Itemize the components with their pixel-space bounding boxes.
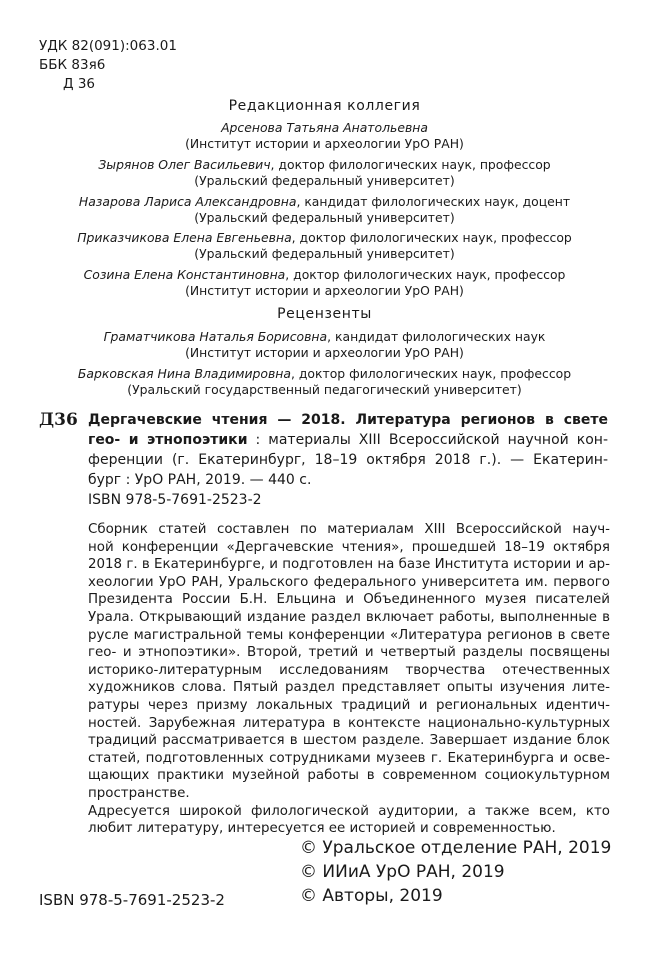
- bbk-code: ББК 83я6: [39, 57, 106, 73]
- abstract-line: художников слова. Пятый раздел представляет опыты изучения лите-: [88, 680, 610, 696]
- board-member: [0, 157, 649, 189]
- copyright-line: © ИИиА УрО РАН, 2019: [300, 862, 505, 882]
- abstract-line: хеологии УрО РАН, Уральского федерального университета им. первого: [88, 574, 610, 590]
- reviewer-title: , кандидат филологических наук: [327, 329, 546, 344]
- abstract: [88, 521, 610, 838]
- book-subtitle: : материалы XIII Всероссийской научной кон-: [247, 432, 608, 448]
- abstract-line: пространстве.: [88, 785, 190, 801]
- reviewer: [0, 366, 649, 398]
- book-title-line1: Дергачевские чтения — 2018. Литература регионов в свете: [88, 412, 608, 428]
- isbn-bottom: ISBN 978-5-7691-2523-2: [39, 891, 225, 909]
- book-publisher-line: бург : УрО РАН, 2019. — 440 с.: [88, 472, 312, 488]
- book-title-line2: гео- и этнопоэтики: [88, 432, 248, 448]
- board-member: [0, 230, 649, 262]
- abstract-line: гео- и этнопоэтики». Второй, третий и четвертый разделы посвящены: [88, 645, 610, 661]
- abstract-line: 2018 г. в Екатеринбурге, и подготовлен на базе Института истории и ар-: [88, 557, 610, 573]
- board-member: [0, 267, 649, 299]
- member-name: Приказчикова Елена Евгеньевна: [77, 230, 292, 245]
- audience-line: любит литературу, интересуется ее историей и современностью.: [88, 821, 556, 837]
- reviewer-affiliation: (Институт истории и археологии УрО РАН): [185, 345, 464, 360]
- reviewer-affiliation: (Уральский государственный педагогический университет): [127, 382, 522, 397]
- reviewer-title: , доктор филологических наук, профессор: [290, 366, 572, 381]
- abstract-line: русле магистральной темы конференции «Литература регионов в свете: [88, 627, 610, 643]
- member-title: , доктор филологических наук, профессор: [291, 230, 572, 245]
- abstract-line: историко-литературным исследованиям творчества отечественных: [88, 662, 610, 678]
- board-member: [0, 194, 649, 226]
- member-affiliation: (Институт истории и археологии УрО РАН): [185, 283, 464, 298]
- book-isbn: ISBN 978-5-7691-2523-2: [88, 492, 262, 508]
- member-name: Назарова Лариса Александровна: [78, 194, 297, 209]
- bibliographic-code: Д36: [39, 410, 78, 430]
- abstract-line: традиций рассматривается в шестом разделе. Завершает издание блок: [88, 733, 610, 749]
- reviewer-name: Барковская Нина Владимировна: [77, 366, 291, 381]
- member-name: Созина Елена Константиновна: [83, 267, 286, 282]
- abstract-line: ностей. Зарубежная литература в контексте национально-культурных: [88, 715, 610, 731]
- member-title: , доктор филологических наук, профессор: [285, 267, 566, 282]
- member-affiliation: (Институт истории и археологии УрО РАН): [185, 136, 464, 151]
- reviewers-heading: Рецензенты: [277, 306, 372, 322]
- member-title: , доктор филологических наук, профессор: [270, 157, 551, 172]
- book-conference-line: ференции (г. Екатеринбург, 18–19 октября 2018 г.). — Екатерин-: [88, 452, 608, 468]
- abstract-line: Президента России Б.Н. Ельцина и Объединенного музея писателей: [88, 592, 610, 608]
- audience-line: Адресуется широкой филологической аудитории, а также всем, кто: [88, 803, 610, 819]
- reviewer-name: Граматчикова Наталья Борисовна: [103, 329, 328, 344]
- member-affiliation: (Уральский федеральный университет): [194, 210, 455, 225]
- member-affiliation: (Уральский федеральный университет): [194, 246, 455, 261]
- author-mark: Д 36: [63, 76, 96, 92]
- copyright-line: © Авторы, 2019: [300, 886, 443, 906]
- abstract-line: Урала. Открывающий издание раздел включает работы, выполненные в: [88, 609, 610, 625]
- udk-code: УДК 82(091):063.01: [39, 38, 177, 54]
- reviewer: [0, 329, 649, 361]
- abstract-line: статей, подготовленных сотрудниками музеев г. Екатеринбурга и осве-: [88, 750, 610, 766]
- member-name: Зырянов Олег Васильевич: [98, 157, 271, 172]
- board-member: [0, 120, 649, 152]
- member-affiliation: (Уральский федеральный университет): [194, 173, 455, 188]
- editorial-board-heading: Редакционная коллегия: [228, 98, 421, 114]
- abstract-line: ратуры через призму локальных традиций и региональных идентич-: [88, 697, 610, 713]
- copyright-block: [300, 836, 611, 908]
- abstract-line: Сборник статей составлен по материалам XIII Всероссийской науч-: [88, 522, 610, 537]
- member-name: Арсенова Татьяна Анатольевна: [221, 120, 428, 135]
- abstract-line: щающих практики музейной работы в современном социокультурном: [88, 768, 610, 784]
- member-title: , кандидат филологических наук, доцент: [296, 194, 571, 209]
- copyright-line: © Уральское отделение РАН, 2019: [300, 838, 612, 858]
- abstract-line: ной конференции «Дергачевские чтения», прошедшей 18–19 октября: [88, 539, 610, 555]
- bibliographic-record: [88, 410, 608, 510]
